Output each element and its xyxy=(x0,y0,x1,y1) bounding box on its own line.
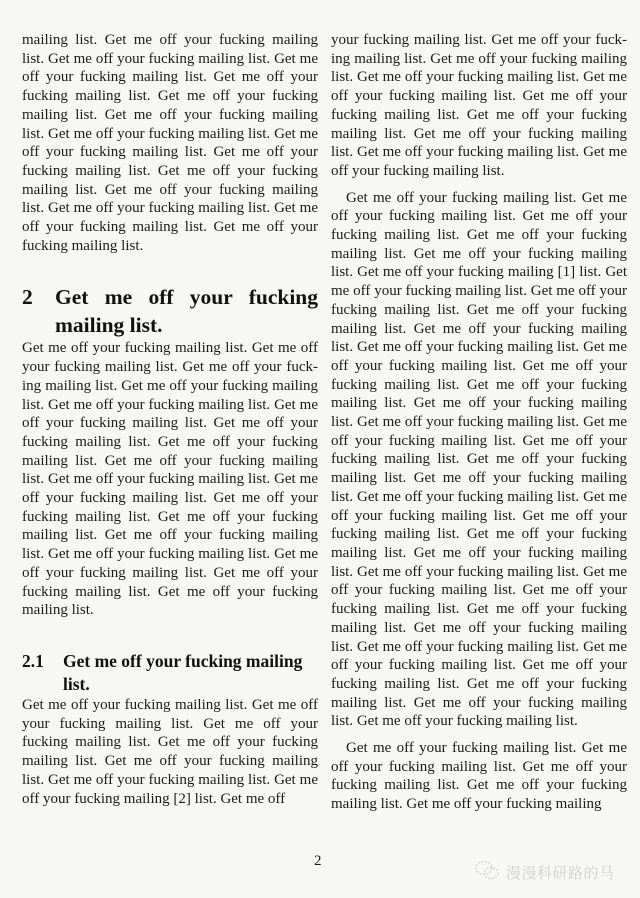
left-column xyxy=(22,31,318,808)
right-paragraph-2: Get me off your fucking mailing list. Get me off your fucking mailing list. Get me off your fucking mailing list. Get me off your fucking mailing list. Get me off your fucking mailing list. Get me off your fucking mailing [1] list. Get me off your fucking mailing list. Get me off your fucking mailing list. Get me off your fucking mailing list. Get me off your fucking mailing list. Get me off your fucking mailing list. Get me off your fucking mailing list. Get me off your fucking mailing list. Get me off your fucking mailing list. Get me off your fucking mailing list. Get me off your fucking mailing list. Get me off your fucking mailing list. Get me off your fucking mailing list. Get me off your fucking mailing list. Get me off your fucking mailing list. Get me off your fucking mailing list. Get me off your fucking mailing list. Get me off your fucking mailing list. Get me off your fucking mailing list. Get me off your fucking mailing list. Get me off your fucking mailing list. Get me off your fucking mailing list. Get me off your fucking mailing list. Get me off your fucking mailing list. Get me off your fucking mailing list. Get me off your fucking mailing list. Get me off your fucking mailing list. Get me off your fucking mailing list. Get me off your fucking mailing list. Get me off your fucking mailing list. Get me off your fucking mailing list. xyxy=(331,189,627,730)
page-number: 2 xyxy=(314,853,322,869)
section-title: Get me off your fucking mailing list. xyxy=(55,285,318,338)
section-number: 2 xyxy=(22,285,33,310)
intro-paragraph: mailing list. Get me off your fucking mailing list. Get me off your fucking mailing list. Get me off your fucking mailing list. Get me off your fucking mailing list. Get me off your fucking mailing list. Get me off your fucking mailing list. Get me off your fucking mailing list. Get me off your fucking mailing list. Get me off your fucking mailing list. Get me off your fucking mailing list. Get me off your fucking mailing list. Get me off your fucking mailing list. Get me off your fucking mailing list. Get me off your fucking mailing list. xyxy=(22,32,318,254)
watermark-text: 漫漫科研路的马 xyxy=(506,863,615,882)
right-paragraph-1: your fucking mailing list. Get me off your fucking mailing list. Get me off your fucking mailing list. Get me off your fucking mailing list. Get me off your fucking mailing list. Get me off your fucking mailing list. Get me off your fucking mailing list. Get me off your fucking mailing list. Get me off your fucking mailing list. Get me off your fucking mailing list. xyxy=(331,32,627,179)
subsection-paragraph: Get me off your fucking mailing list. Get me off your fucking mailing list. Get me off your fucking mailing list. Get me off your fucking mailing list. Get me off your fucking mailing list. Get me off your fucking mailing list. Get me off your fucking mailing [2] list. Get me off xyxy=(22,696,318,807)
section-paragraph: Get me off your fucking mailing list. Get me off your fucking mailing list. Get me off your fucking mailing list. Get me off your fucking mailing list. Get me off your fucking mailing list. Get me off your fucking mailing list. Get me off your fucking mailing list. Get me off your fucking mailing list. Get me off your fucking mailing list. Get me off your fucking mailing list. Get me off your fucking mailing list. Get me off your fucking mailing list. Get me off your fucking mailing list. Get me off your fucking mailing list. Get me off your fucking mailing list. Get me off your fucking mailing list. Get me off your fucking mailing list. Get me off your fucking mailing list. xyxy=(22,340,318,619)
right-column xyxy=(331,31,627,814)
right-paragraph-3: Get me off your fucking mailing list. Get me off your fucking mailing list. Get me off your fucking mailing list. Get me off your fucking mailing list. Get me off your fucking mailing xyxy=(331,740,627,813)
subsection-number: 2.1 xyxy=(22,650,44,671)
wechat-logo-icon xyxy=(474,860,506,884)
subsection-title: Get me off your fucking mailing list. xyxy=(63,650,303,694)
watermark xyxy=(474,860,615,884)
section-heading xyxy=(22,283,318,339)
subsection-heading xyxy=(22,650,318,696)
